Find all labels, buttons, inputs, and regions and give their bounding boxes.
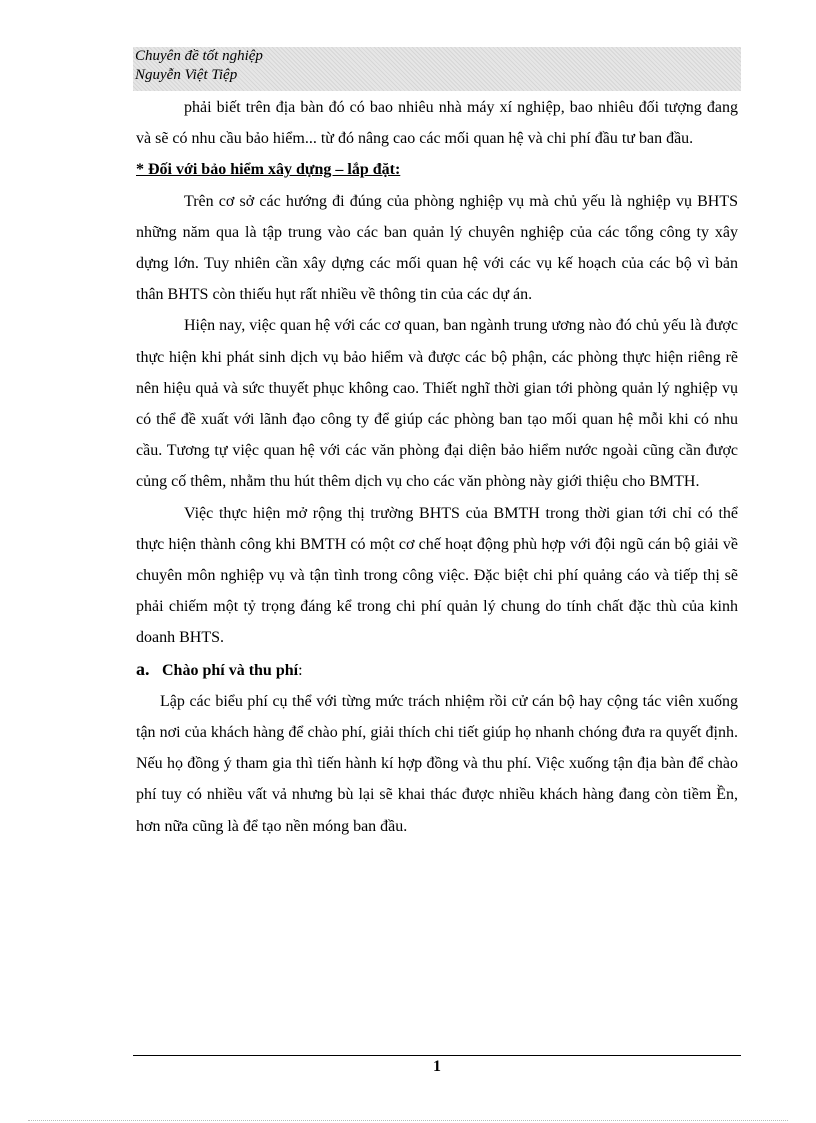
paragraph-1: phải biết trên địa bàn đó có bao nhiêu nhà máy xí nghiệp, bao nhiêu đối tượng đang và sẽ có nhu cầu bảo hiểm... từ đó nâng cao các mối quan hệ và chi phí đầu tư ban đầu.	[136, 99, 738, 148]
page-header	[133, 47, 741, 91]
paragraph-4: Việc thực hiện mở rộng thị trường BHTS của BMTH trong thời gian tới chỉ có thể thực hiện thành công khi BMTH có một cơ chế hoạt động phù hợp với đội ngũ cán bộ giải về chuyên môn nghiệp vụ và tận tình trong công việc. Đặc biệt chi phí quảng cáo và tiếp thị sẽ phải chiếm một tỷ trọng đáng kể trong chi phí quản lý chung do tính chất đặc thù của kinh doanh BHTS.	[136, 504, 738, 647]
page-number: 1	[433, 1058, 441, 1075]
subsection-letter: a.	[136, 658, 150, 679]
subsection-heading	[136, 654, 738, 686]
paragraph-3: Hiện nay, việc quan hệ với các cơ quan, ban ngành trung ương nào đó chủ yếu là được thực hiện khi phát sinh dịch vụ bảo hiểm và được các bộ phận, các phòng thực hiện riêng rẽ nên hiệu quả và sức thuyết phục không cao. Thiết nghĩ thời gian tới phòng quản lý nghiệp vụ có thể đề xuất với lãnh đạo công ty để giúp các phòng ban tạo mối quan hệ mỗi khi có nhu cầu. Tương tự việc quan hệ với các văn phòng đại diện bảo hiểm nước ngoài cũng cần được củng cố thêm, nhằm thu hút thêm dịch vụ cho các văn phòng này giới thiệu cho BMTH.	[136, 317, 738, 491]
paragraph-5: Lập các biểu phí cụ thể với từng mức trách nhiệm rồi cử cán bộ hay cộng tác viên xuống tận nơi của khách hàng để chào phí, giải thích chi tiết giúp họ nhanh chóng đưa ra quyết định. Nếu họ đồng ý tham gia thì tiến hành kí hợp đồng và thu phí. Việc xuống tận địa bàn để chào phí tuy có nhiều vất vả nhưng bù lại sẽ khai thác được nhiều khách hàng đang còn tiềm Ền, hơn nữa cũng là để tạo nền móng ban đầu.	[136, 692, 738, 835]
subsection-title: Chào phí và thu phí	[162, 661, 299, 679]
paragraph-2: Trên cơ sở các hướng đi đúng của phòng nghiệp vụ mà chủ yếu là nghiệp vụ BHTS những năm qua là tập trung vào các ban quản lý chuyên nghiệp của các tổng công ty xây dựng lớn. Tuy nhiên cần xây dựng các mối quan hệ với các vụ kế hoạch của các bộ vì bản thân BHTS còn thiếu hụt rất nhiều về thông tin của các dự án.	[136, 192, 738, 304]
header-title: Chuyên đề tốt nghiệp	[135, 48, 263, 64]
page-bottom-border	[28, 1120, 788, 1121]
section-heading-construction-insurance: * Đối với bảo hiểm xây dựng – lắp đặt:	[136, 161, 401, 179]
header-author: Nguyễn Việt Tiệp	[135, 67, 238, 83]
subsection-colon: :	[298, 661, 303, 679]
document-body	[136, 92, 738, 842]
footer-divider	[133, 1055, 741, 1056]
